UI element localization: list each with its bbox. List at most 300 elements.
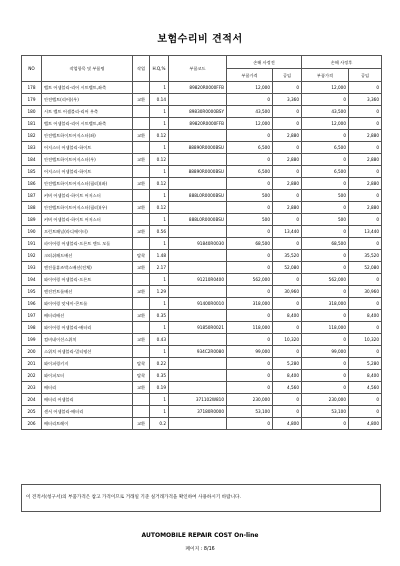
row-hqty: 0.35 xyxy=(150,370,169,382)
row-hqty: 1 xyxy=(150,346,169,358)
table-row xyxy=(22,334,382,346)
row-work xyxy=(133,118,150,130)
row-labor-after: 5,280 xyxy=(349,358,382,370)
row-parts-price-after: 12,000 xyxy=(302,82,349,94)
row-labor-before: 2,880 xyxy=(273,202,302,214)
table-row xyxy=(22,226,382,238)
table-row xyxy=(22,322,382,334)
table-row xyxy=(22,406,382,418)
row-labor-after: 8,400 xyxy=(349,310,382,322)
row-labor-before: 0 xyxy=(273,346,302,358)
row-item: 어저스터 어셈블리-하이트 xyxy=(42,142,133,154)
row-item: 배터리 어셈블리 xyxy=(42,394,133,406)
row-no: 194 xyxy=(22,274,42,286)
row-labor-before: 0 xyxy=(273,106,302,118)
row-parts-price-before: 12,000 xyxy=(227,118,273,130)
row-item: 엔진컨트롤배선 xyxy=(42,286,133,298)
row-labor-before: 10,320 xyxy=(273,334,302,346)
row-parts-price-before: 0 xyxy=(227,286,273,298)
row-hqty: 1 xyxy=(150,322,169,334)
document-title: 보험수리비 견적서 xyxy=(157,34,243,45)
row-no: 201 xyxy=(22,358,42,370)
row-part-code xyxy=(169,202,227,214)
row-labor-after: 0 xyxy=(349,322,382,334)
header-parts-price-before: 부품가격 xyxy=(227,69,273,82)
row-labor-after: 52,080 xyxy=(349,262,382,274)
table-header xyxy=(22,56,382,82)
row-labor-before: 2,880 xyxy=(273,130,302,142)
row-labor-before: 2,880 xyxy=(273,154,302,166)
row-parts-price-after: 43,500 xyxy=(302,106,349,118)
row-item: 안전벨트하이트어저스터(우) xyxy=(42,154,133,166)
row-hqty: 0.35 xyxy=(150,310,169,322)
row-labor-before: 8,400 xyxy=(273,370,302,382)
row-parts-price-after: 0 xyxy=(302,250,349,262)
row-hqty: 0.12 xyxy=(150,178,169,190)
row-hqty: 1 xyxy=(150,394,169,406)
row-parts-price-after: 0 xyxy=(302,334,349,346)
row-parts-price-before: 230,000 xyxy=(227,394,273,406)
row-part-code: 89820R0000FFB xyxy=(169,118,227,130)
table-row xyxy=(22,142,382,154)
row-part-code: 89830R0000BSY xyxy=(169,106,227,118)
row-item: 엔진룸휴즈박스배선(전체) xyxy=(42,262,133,274)
row-hqty: 1 xyxy=(150,406,169,418)
row-item: 파이어링 어셈블리-프론트 엔드 모듈 xyxy=(42,238,133,250)
row-labor-before: 5,280 xyxy=(273,358,302,370)
row-item: 와이퍼링키지 xyxy=(42,358,133,370)
table-row xyxy=(22,310,382,322)
row-parts-price-before: 53,100 xyxy=(227,406,273,418)
row-parts-price-before: 0 xyxy=(227,262,273,274)
row-part-code: 91400R0010 xyxy=(169,298,227,310)
row-no: 185 xyxy=(22,166,42,178)
row-parts-price-before: 6,500 xyxy=(227,166,273,178)
row-labor-after: 2,880 xyxy=(349,178,382,190)
row-item: 배터리트레이 xyxy=(42,418,133,430)
row-item: 센서 어셈블리-배터리 xyxy=(42,406,133,418)
row-labor-before: 0 xyxy=(273,394,302,406)
row-no: 190 xyxy=(22,226,42,238)
row-item: 프런트패널(라디에이터) xyxy=(42,226,133,238)
row-parts-price-after: 0 xyxy=(302,418,349,430)
table-row xyxy=(22,274,382,286)
row-parts-price-before: 0 xyxy=(227,418,273,430)
row-item: 배터리 xyxy=(42,382,133,394)
row-work xyxy=(133,142,150,154)
row-hqty: 1 xyxy=(150,298,169,310)
row-hqty: 1 xyxy=(150,214,169,226)
row-work: 교환 xyxy=(133,154,150,166)
row-parts-price-before: 0 xyxy=(227,154,273,166)
row-part-code: 91210R0400 xyxy=(169,274,227,286)
row-labor-after: 0 xyxy=(349,394,382,406)
row-item: 크러쉬패드배선 xyxy=(42,250,133,262)
row-parts-price-after: 68,500 xyxy=(302,238,349,250)
row-labor-before: 0 xyxy=(273,166,302,178)
row-parts-price-after: 0 xyxy=(302,358,349,370)
row-part-code xyxy=(169,370,227,382)
row-item: 시트 벨트 어셈블리-리어 우측 xyxy=(42,106,133,118)
row-hqty: 0.12 xyxy=(150,130,169,142)
row-parts-price-before: 0 xyxy=(227,202,273,214)
row-parts-price-after: 230,000 xyxy=(302,394,349,406)
row-work: 교환 xyxy=(133,310,150,322)
row-labor-before: 0 xyxy=(273,118,302,130)
row-parts-price-before: 0 xyxy=(227,334,273,346)
row-parts-price-after: 12,000 xyxy=(302,118,349,130)
row-item: 벨트 어셈블리-리어 시트벨트,좌측 xyxy=(42,118,133,130)
table-row xyxy=(22,130,382,142)
row-hqty: 0.19 xyxy=(150,382,169,394)
row-work xyxy=(133,406,150,418)
row-parts-price-after: 500 xyxy=(302,214,349,226)
row-part-code xyxy=(169,154,227,166)
row-labor-before: 8,400 xyxy=(273,310,302,322)
row-part-code: 888L0R0000BSU xyxy=(169,214,227,226)
row-item: 와이어링 어셈블리-배터리 xyxy=(42,322,133,334)
row-labor-after: 0 xyxy=(349,406,382,418)
row-hqty: 1 xyxy=(150,118,169,130)
row-work: 교환 xyxy=(133,262,150,274)
row-work xyxy=(133,274,150,286)
row-parts-price-before: 500 xyxy=(227,214,273,226)
row-work xyxy=(133,394,150,406)
row-work: 교환 xyxy=(133,286,150,298)
table-row xyxy=(22,346,382,358)
row-parts-price-after: 0 xyxy=(302,382,349,394)
row-parts-price-before: 0 xyxy=(227,226,273,238)
row-hqty: 1 xyxy=(150,238,169,250)
row-hqty: 0.14 xyxy=(150,94,169,106)
row-labor-before: 0 xyxy=(273,238,302,250)
row-labor-before: 0 xyxy=(273,274,302,286)
row-no: 186 xyxy=(22,178,42,190)
row-part-code xyxy=(169,226,227,238)
row-part-code xyxy=(169,94,227,106)
row-work: 교환 xyxy=(133,94,150,106)
header-parts-price-after: 부품가격 xyxy=(302,69,349,82)
row-no: 178 xyxy=(22,82,42,94)
row-part-code xyxy=(169,250,227,262)
row-part-code xyxy=(169,334,227,346)
row-no: 196 xyxy=(22,298,42,310)
row-part-code xyxy=(169,286,227,298)
price-notice: 이 견적서(청구서)의 부품가격은 참고 가격이므로 거래일 기준 실거래가격을 확인하여 사용하시기 바랍니다. xyxy=(21,484,381,512)
row-parts-price-after: 6,500 xyxy=(302,142,349,154)
row-item: 와이어링 앗세이-콘트롤 xyxy=(42,298,133,310)
row-no: 182 xyxy=(22,130,42,142)
table-row xyxy=(22,214,382,226)
row-parts-price-before: 0 xyxy=(227,310,273,322)
row-labor-before: 52,080 xyxy=(273,262,302,274)
row-parts-price-after: 0 xyxy=(302,154,349,166)
footer-brand: AUTOMOBILE REPAIR COST On-line xyxy=(141,532,259,539)
row-labor-after: 0 xyxy=(349,274,382,286)
row-no: 195 xyxy=(22,286,42,298)
row-part-code: 371102W810 xyxy=(169,394,227,406)
row-labor-after: 0 xyxy=(349,166,382,178)
row-labor-before: 0 xyxy=(273,322,302,334)
table-row xyxy=(22,286,382,298)
row-work: 교환 xyxy=(133,178,150,190)
row-labor-after: 8,400 xyxy=(349,370,382,382)
row-work: 교환 xyxy=(133,202,150,214)
header-after-assessment: 손해 사정후 xyxy=(302,56,382,69)
table-row xyxy=(22,106,382,118)
row-no: 192 xyxy=(22,250,42,262)
row-part-code xyxy=(169,382,227,394)
row-item: 와이어링 어셈블리-프론트 xyxy=(42,274,133,286)
row-labor-before: 0 xyxy=(273,142,302,154)
row-part-code xyxy=(169,418,227,430)
row-part-code: 37180R0000 xyxy=(169,406,227,418)
row-no: 183 xyxy=(22,142,42,154)
row-parts-price-after: 0 xyxy=(302,286,349,298)
row-parts-price-after: 0 xyxy=(302,370,349,382)
row-labor-before: 4,800 xyxy=(273,418,302,430)
row-parts-price-after: 0 xyxy=(302,262,349,274)
row-no: 189 xyxy=(22,214,42,226)
row-parts-price-after: 0 xyxy=(302,178,349,190)
header-item: 작업항목 및 부품명 xyxy=(42,56,133,82)
row-hqty: 1 xyxy=(150,190,169,202)
row-labor-after: 2,880 xyxy=(349,154,382,166)
row-part-code xyxy=(169,130,227,142)
row-labor-after: 0 xyxy=(349,190,382,202)
row-hqty: 0.43 xyxy=(150,334,169,346)
table-row xyxy=(22,238,382,250)
row-no: 205 xyxy=(22,406,42,418)
table-row xyxy=(22,82,382,94)
table-row xyxy=(22,178,382,190)
row-labor-after: 0 xyxy=(349,118,382,130)
row-no: 184 xyxy=(22,154,42,166)
row-work: 교환 xyxy=(133,382,150,394)
row-labor-before: 13,440 xyxy=(273,226,302,238)
row-parts-price-before: 6,500 xyxy=(227,142,273,154)
estimate-table xyxy=(21,55,382,430)
row-part-code xyxy=(169,310,227,322)
row-work: 교환 xyxy=(133,130,150,142)
row-parts-price-after: 0 xyxy=(302,130,349,142)
row-work xyxy=(133,298,150,310)
row-labor-after: 0 xyxy=(349,298,382,310)
row-hqty: 2.17 xyxy=(150,262,169,274)
row-part-code: 88890R0000BSU xyxy=(169,166,227,178)
row-hqty: 0.56 xyxy=(150,226,169,238)
header-labor-after: 공임 xyxy=(349,69,382,82)
row-no: 181 xyxy=(22,118,42,130)
row-item: 벨트 어셈블리-리어 시트벨트,좌측 xyxy=(42,82,133,94)
row-labor-before: 0 xyxy=(273,82,302,94)
row-no: 200 xyxy=(22,346,42,358)
row-hqty: 0.12 xyxy=(150,202,169,214)
row-parts-price-before: 500 xyxy=(227,190,273,202)
table-row xyxy=(22,358,382,370)
row-item: 와이퍼모터 xyxy=(42,370,133,382)
row-hqty: 0.2 xyxy=(150,418,169,430)
row-parts-price-before: 68,500 xyxy=(227,238,273,250)
row-parts-price-before: 0 xyxy=(227,382,273,394)
row-work xyxy=(133,214,150,226)
row-no: 180 xyxy=(22,106,42,118)
row-work xyxy=(133,322,150,334)
row-parts-price-after: 0 xyxy=(302,310,349,322)
row-no: 198 xyxy=(22,322,42,334)
row-labor-after: 4,800 xyxy=(349,418,382,430)
header-work: 작업 xyxy=(133,56,150,82)
header-part-code: 부품코드 xyxy=(169,56,227,82)
row-labor-after: 3,360 xyxy=(349,94,382,106)
row-no: 187 xyxy=(22,190,42,202)
header-hqty: H.Q,% xyxy=(150,56,169,82)
row-labor-after: 10,320 xyxy=(349,334,382,346)
row-work xyxy=(133,106,150,118)
row-hqty: 1 xyxy=(150,106,169,118)
row-part-code: 91840R0030 xyxy=(169,238,227,250)
row-labor-before: 2,880 xyxy=(273,178,302,190)
row-work xyxy=(133,238,150,250)
row-hqty: 1 xyxy=(150,274,169,286)
row-no: 204 xyxy=(22,394,42,406)
row-labor-after: 4,560 xyxy=(349,382,382,394)
table-row xyxy=(22,250,382,262)
table-row xyxy=(22,298,382,310)
row-item: 어저스터 어셈블리-하이트 xyxy=(42,166,133,178)
row-item: 안전벨트하이트어저스터(필러)(좌) xyxy=(42,178,133,190)
row-part-code: 88890R0000BSU xyxy=(169,142,227,154)
row-item: 안전벨트하이트어저스터(필러)(우) xyxy=(42,202,133,214)
row-part-code: 888L0R0000BSU xyxy=(169,190,227,202)
table-row xyxy=(22,118,382,130)
table-row xyxy=(22,382,382,394)
row-part-code xyxy=(169,262,227,274)
row-parts-price-before: 99,000 xyxy=(227,346,273,358)
row-work xyxy=(133,190,150,202)
row-parts-price-before: 43,500 xyxy=(227,106,273,118)
row-no: 206 xyxy=(22,418,42,430)
row-parts-price-before: 0 xyxy=(227,250,273,262)
row-labor-before: 0 xyxy=(273,406,302,418)
row-no: 203 xyxy=(22,382,42,394)
row-hqty: 1.29 xyxy=(150,286,169,298)
row-labor-after: 0 xyxy=(349,238,382,250)
row-no: 193 xyxy=(22,262,42,274)
row-hqty: 1 xyxy=(150,166,169,178)
row-part-code xyxy=(169,178,227,190)
row-labor-before: 4,560 xyxy=(273,382,302,394)
table-row xyxy=(22,94,382,106)
row-work xyxy=(133,346,150,358)
row-parts-price-after: 6,500 xyxy=(302,166,349,178)
row-item: 컴비네이션스위치 xyxy=(42,334,133,346)
row-part-code: 934C2R0080 xyxy=(169,346,227,358)
header-before-assessment: 손해 사정전 xyxy=(227,56,302,69)
row-parts-price-before: 0 xyxy=(227,358,273,370)
row-item: 배터리배선 xyxy=(42,310,133,322)
row-hqty: 0.22 xyxy=(150,358,169,370)
row-item: 스위치 어셈블리-멀티펑션 xyxy=(42,346,133,358)
row-parts-price-before: 0 xyxy=(227,130,273,142)
row-parts-price-after: 53,100 xyxy=(302,406,349,418)
row-item: 안전벨트하이트어저스터(좌) xyxy=(42,130,133,142)
table-row xyxy=(22,202,382,214)
row-no: 197 xyxy=(22,310,42,322)
row-labor-after: 0 xyxy=(349,106,382,118)
row-parts-price-after: 118,000 xyxy=(302,322,349,334)
row-parts-price-after: 0 xyxy=(302,226,349,238)
row-work: 교환 xyxy=(133,418,150,430)
row-part-code: 89820R0000FFB xyxy=(169,82,227,94)
row-parts-price-after: 318,000 xyxy=(302,298,349,310)
row-work xyxy=(133,82,150,94)
row-work: 탈착 xyxy=(133,250,150,262)
row-labor-after: 30,960 xyxy=(349,286,382,298)
row-parts-price-after: 0 xyxy=(302,94,349,106)
row-labor-before: 30,960 xyxy=(273,286,302,298)
row-work: 탈착 xyxy=(133,370,150,382)
table-row xyxy=(22,154,382,166)
row-parts-price-after: 562,000 xyxy=(302,274,349,286)
row-parts-price-before: 12,000 xyxy=(227,82,273,94)
row-labor-before: 0 xyxy=(273,190,302,202)
row-work: 탈착 xyxy=(133,358,150,370)
row-labor-after: 2,880 xyxy=(349,130,382,142)
table-row xyxy=(22,166,382,178)
row-parts-price-after: 99,000 xyxy=(302,346,349,358)
table-row xyxy=(22,394,382,406)
row-parts-price-before: 0 xyxy=(227,370,273,382)
row-labor-before: 0 xyxy=(273,298,302,310)
row-labor-after: 0 xyxy=(349,346,382,358)
row-labor-after: 13,440 xyxy=(349,226,382,238)
row-no: 188 xyxy=(22,202,42,214)
row-parts-price-after: 0 xyxy=(302,202,349,214)
row-labor-before: 35,520 xyxy=(273,250,302,262)
row-labor-after: 2,880 xyxy=(349,202,382,214)
table-body xyxy=(22,82,382,430)
row-parts-price-before: 0 xyxy=(227,178,273,190)
row-part-code: 91850R0021 xyxy=(169,322,227,334)
row-hqty: 1.48 xyxy=(150,250,169,262)
row-labor-before: 3,360 xyxy=(273,94,302,106)
row-parts-price-after: 500 xyxy=(302,190,349,202)
row-hqty: 0.12 xyxy=(150,154,169,166)
row-labor-after: 35,520 xyxy=(349,250,382,262)
row-labor-before: 0 xyxy=(273,214,302,226)
row-no: 179 xyxy=(22,94,42,106)
row-item: 커버 어셈블리-하이트 어저스터 xyxy=(42,190,133,202)
row-labor-after: 0 xyxy=(349,82,382,94)
row-work xyxy=(133,166,150,178)
row-labor-after: 0 xyxy=(349,214,382,226)
row-hqty: 1 xyxy=(150,142,169,154)
table-row xyxy=(22,262,382,274)
row-part-code xyxy=(169,358,227,370)
row-item: 커버 어셈블리-하이트 어저스터 xyxy=(42,214,133,226)
row-no: 199 xyxy=(22,334,42,346)
table-row xyxy=(22,190,382,202)
page-number: 페이지 : 8/16 xyxy=(185,547,215,552)
table-row xyxy=(22,370,382,382)
row-parts-price-before: 0 xyxy=(227,94,273,106)
row-work: 교환 xyxy=(133,334,150,346)
header-labor-before: 공임 xyxy=(273,69,302,82)
row-work: 교환 xyxy=(133,226,150,238)
row-no: 202 xyxy=(22,370,42,382)
row-hqty: 1 xyxy=(150,82,169,94)
